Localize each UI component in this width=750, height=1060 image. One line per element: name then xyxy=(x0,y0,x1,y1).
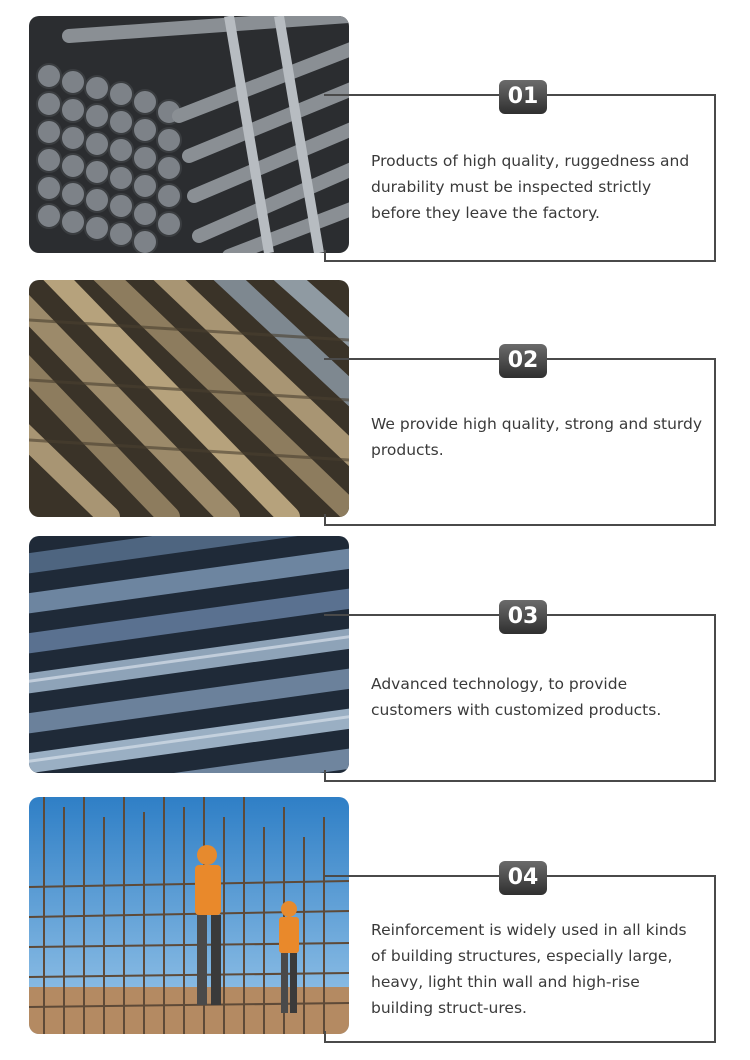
feature-item-1 xyxy=(0,16,750,276)
feature-item-2 xyxy=(0,280,750,540)
step-number-badge: 01 xyxy=(499,80,547,114)
rebar-bundle-photo xyxy=(29,16,349,253)
rebar-closeup-photo xyxy=(29,280,349,517)
description-text: Products of high quality, ruggedness and durability must be inspected strictly before they leave the factory. xyxy=(371,152,690,222)
step-number-badge: 02 xyxy=(499,344,547,378)
description-text: We provide high quality, strong and sturdy products. xyxy=(371,415,703,459)
construction-workers-photo xyxy=(29,797,349,1034)
description-text: Advanced technology, to provide customers with customized products. xyxy=(371,675,662,719)
step-number-badge: 03 xyxy=(499,600,547,634)
description-text: Reinforcement is widely used in all kinds of building structures, especially large, heavy, light thin wall and high-rise building struct-ures. xyxy=(371,921,687,1017)
feature-item-4 xyxy=(0,797,750,1057)
feature-item-3 xyxy=(0,536,750,796)
rebar-rows-photo xyxy=(29,536,349,773)
step-number-badge: 04 xyxy=(499,861,547,895)
